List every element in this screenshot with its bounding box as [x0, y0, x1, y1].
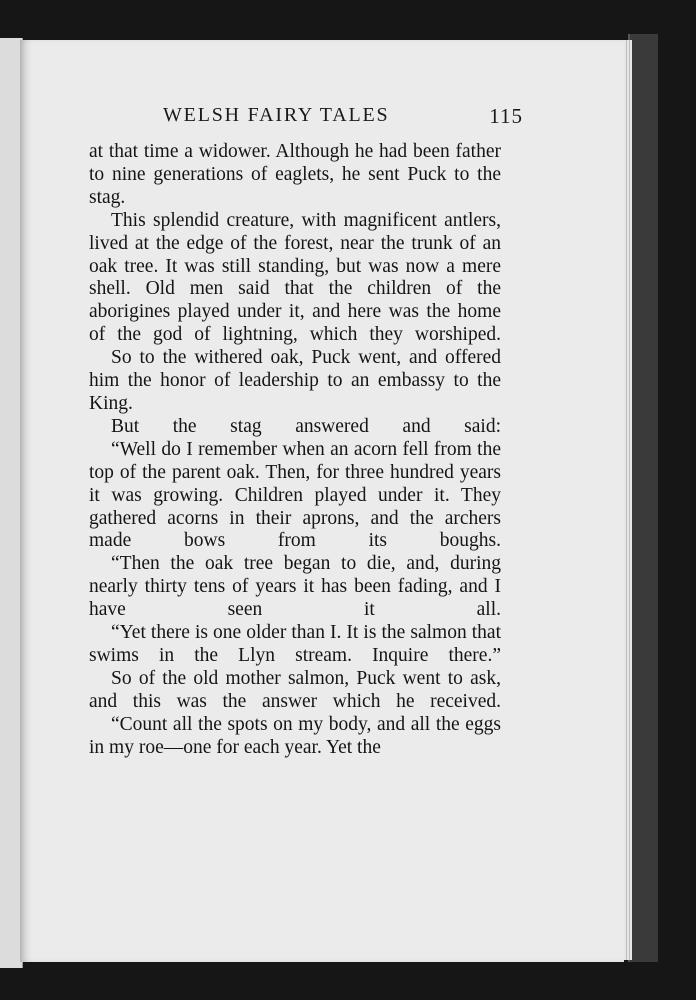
- body-text: [89, 141, 501, 759]
- book-cover-edge: [628, 34, 658, 962]
- running-title: WELSH FAIRY TALES: [163, 104, 390, 126]
- paragraph: at that time a widower. Although he had been father to nine generations of eaglets, he sent Puck to the stag.: [89, 141, 501, 208]
- running-head: [163, 104, 523, 136]
- paragraph: This splendid creature, with magnificent antlers, lived at the edge of the forest, near the trunk of an oak tree. It was still standing, but was now a mere shell. Old men said that the children of the aborigines played under it, and here was the home of the god of lightning, which they worshiped.: [89, 209, 501, 346]
- paragraph: “Count all the spots on my body, and all the eggs in my roe—one for each year. Yet the: [89, 713, 501, 758]
- paragraph: So of the old mother salmon, Puck went to ask, and this was the answer which he received.: [89, 667, 501, 712]
- paragraph: But the stag answered and said:: [111, 415, 501, 437]
- paragraph: “Well do I remember when an acorn fell from the top of the parent oak. Then, for three hundred years it was growing. Children played under it. They gathered acorns in their aprons, and the archers made bows from its boughs.: [89, 438, 501, 552]
- paragraph: “Yet there is one older than I. It is the salmon that swims in the Llyn stream. Inquire there.”: [89, 622, 501, 666]
- paragraph: So to the withered oak, Puck went, and offered him the honor of leadership to an embassy to the King.: [89, 347, 501, 414]
- page-number: 115: [489, 104, 523, 128]
- paragraph: “Then the oak tree began to die, and, during nearly thirty tens of years it has been fading, and I have seen it all.: [89, 553, 501, 621]
